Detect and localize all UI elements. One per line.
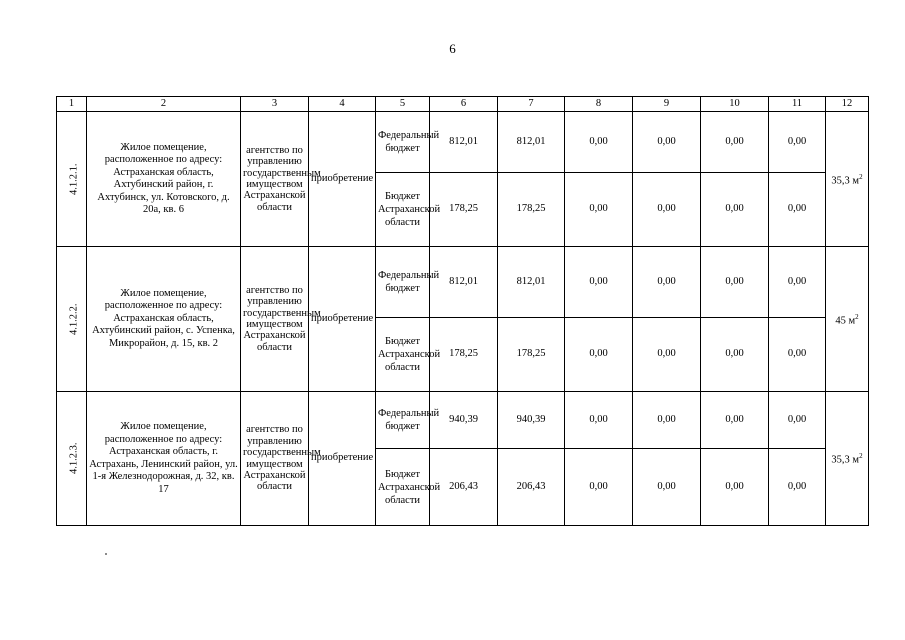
property-area <box>826 392 869 526</box>
item-code: 4.1.2.1. <box>68 163 80 195</box>
amount-col11: 0,00 <box>769 112 826 173</box>
amount-col6: 812,01 <box>430 247 498 318</box>
amount-col10: 0,00 <box>701 112 769 173</box>
funding-source: Федеральный бюджет <box>376 112 430 173</box>
responsible-agency: агентство по управлению государственным имуществом Астраханской области <box>241 247 309 392</box>
area-value: 35,3 м <box>831 454 860 466</box>
item-code: 4.1.2.3. <box>68 442 80 475</box>
amount-col6: 812,01 <box>430 112 498 173</box>
amount-col10: 0,00 <box>701 449 769 526</box>
area-value: 45 м <box>835 315 856 326</box>
item-code-cell <box>57 112 87 247</box>
funding-source: Федеральный бюджет <box>376 392 430 449</box>
amount-col6: 940,39 <box>430 392 498 449</box>
property-description: Жилое помещение, расположенное по адресу: Астраханская область, Ахтубинский район, с. Успенка, Микрорайон, д. 15, кв. 2 <box>87 247 241 392</box>
amount-col7: 812,01 <box>498 112 565 173</box>
amount-col7: 178,25 <box>498 318 565 392</box>
funding-source: Бюджет Астраханской области <box>376 173 430 247</box>
amount-col9: 0,00 <box>633 449 701 526</box>
area-unit-exponent: 2 <box>855 312 859 321</box>
property-description: Жилое помещение, расположенное по адресу: Астраханская область, г. Астрахань, Ленинский район, ул. 1-я Железнодорожная, д. 32, кв. 17 <box>87 392 241 526</box>
responsible-agency: агентство по управлению государственным имуществом Астраханской области <box>241 392 309 526</box>
column-header: 7 <box>498 97 565 112</box>
amount-col11: 0,00 <box>769 449 826 526</box>
amount-col9: 0,00 <box>633 247 701 318</box>
amount-col6: 178,25 <box>430 173 498 247</box>
amount-col10: 0,00 <box>701 173 769 247</box>
action-type: приобретение <box>309 392 376 526</box>
page-number: 6 <box>449 41 456 56</box>
column-header: 11 <box>769 97 826 112</box>
area-value: 35,3 м <box>831 175 860 186</box>
amount-col8: 0,00 <box>565 112 633 173</box>
amount-col11: 0,00 <box>769 247 826 318</box>
amount-col9: 0,00 <box>633 112 701 173</box>
amount-col11: 0,00 <box>769 318 826 392</box>
amount-col7: 940,39 <box>498 392 565 449</box>
amount-col10: 0,00 <box>701 318 769 392</box>
column-header: 3 <box>241 97 309 112</box>
table-header-row <box>57 97 869 112</box>
table-row <box>57 247 869 318</box>
column-header: 2 <box>87 97 241 112</box>
property-description: Жилое помещение, расположенное по адресу: Астраханская область, Ахтубинский район, г. Ахтубинск, ул. Котовского, д. 20а, кв. 6 <box>87 112 241 247</box>
property-area <box>826 247 869 392</box>
amount-col8: 0,00 <box>565 173 633 247</box>
amount-col7: 178,25 <box>498 173 565 247</box>
amount-col9: 0,00 <box>633 318 701 392</box>
amount-col11: 0,00 <box>769 173 826 247</box>
scan-speck <box>105 553 107 555</box>
column-header: 6 <box>430 97 498 112</box>
amount-col6: 206,43 <box>430 449 498 526</box>
column-header: 9 <box>633 97 701 112</box>
property-area <box>826 112 869 247</box>
amount-col8: 0,00 <box>565 449 633 526</box>
area-unit-exponent: 2 <box>859 172 863 181</box>
amount-col9: 0,00 <box>633 173 701 247</box>
amount-col7: 206,43 <box>498 449 565 526</box>
amount-col8: 0,00 <box>565 318 633 392</box>
column-header: 1 <box>57 97 87 112</box>
column-header: 5 <box>376 97 430 112</box>
amount-col9: 0,00 <box>633 392 701 449</box>
amount-col10: 0,00 <box>701 247 769 318</box>
area-unit-exponent: 2 <box>859 452 863 460</box>
funding-source: Федеральный бюджет <box>376 247 430 318</box>
item-code: 4.1.2.2. <box>68 303 80 335</box>
column-header: 12 <box>826 97 869 112</box>
table-row <box>57 392 869 449</box>
amount-col6: 178,25 <box>430 318 498 392</box>
item-code-cell <box>57 392 87 526</box>
amount-col8: 0,00 <box>565 247 633 318</box>
funding-source: Бюджет Астраханской области <box>376 318 430 392</box>
amount-col7: 812,01 <box>498 247 565 318</box>
amount-col8: 0,00 <box>565 392 633 449</box>
amount-col10: 0,00 <box>701 392 769 449</box>
action-type: приобретение <box>309 112 376 247</box>
table-row <box>57 112 869 173</box>
funding-source: Бюджет Астраханской области <box>376 449 430 526</box>
column-header: 4 <box>309 97 376 112</box>
responsible-agency: агентство по управлению государственным имуществом Астраханской области <box>241 112 309 247</box>
column-header: 10 <box>701 97 769 112</box>
column-header: 8 <box>565 97 633 112</box>
item-code-cell <box>57 247 87 392</box>
budget-table <box>56 96 869 526</box>
amount-col11: 0,00 <box>769 392 826 449</box>
action-type: приобретение <box>309 247 376 392</box>
